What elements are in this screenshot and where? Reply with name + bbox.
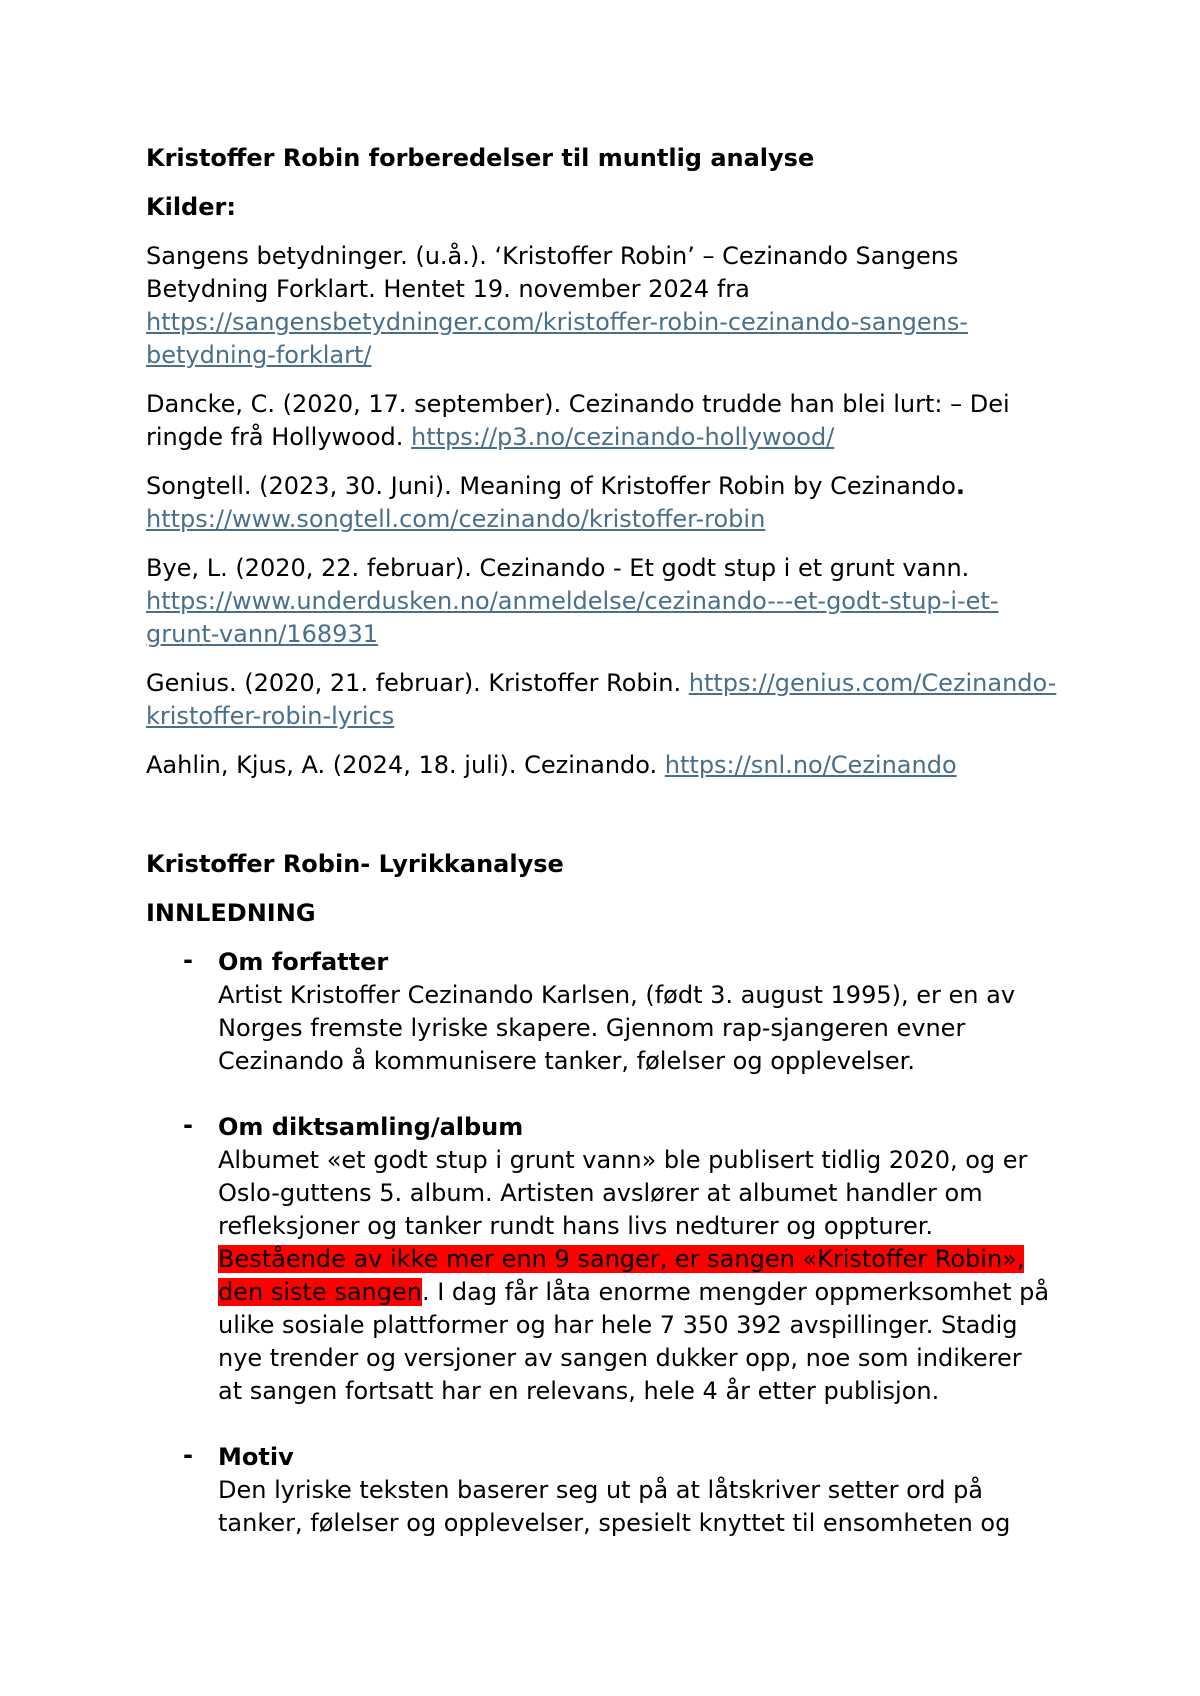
reference-6-link[interactable]: https://snl.no/Cezinando <box>664 751 957 779</box>
list-item-heading: Motiv <box>218 1443 294 1471</box>
reference-4-text: Bye, L. (2020, 22. februar). Cezinando - Et godt stup i et grunt vann. <box>146 554 970 582</box>
reference-2 <box>146 388 1076 454</box>
list-item-line <box>218 1243 1076 1276</box>
list-item-heading: Om forfatter <box>218 948 389 976</box>
list-item-line: Albumet «et godt stup i grunt vann» ble publisert tidlig 2020, og er <box>218 1146 1028 1174</box>
reference-3 <box>146 470 1076 536</box>
reference-6 <box>146 749 1076 782</box>
list-item-line: tanker, følelser og opplevelser, spesielt knyttet til ensomheten og <box>218 1509 1011 1537</box>
reference-2-link[interactable]: https://p3.no/cezinando-hollywood/ <box>411 423 835 451</box>
list-item-line: refleksjoner og tanker rundt hans livs nedturer og oppturer. <box>218 1212 934 1240</box>
reference-6-text: Aahlin, Kjus, A. (2024, 18. juli). Cezinando. <box>146 751 665 779</box>
document-body <box>146 142 1076 1573</box>
list-dash: - <box>183 1441 193 1469</box>
list-item-om-forfatter <box>146 946 1076 1078</box>
reference-4-link-cont[interactable]: grunt-vann/168931 <box>146 620 378 648</box>
reference-5 <box>146 667 1076 733</box>
list-item-line <box>218 1276 1076 1309</box>
list-item-text: . I dag får låta enorme mengder oppmerksomhet på <box>421 1278 1050 1306</box>
list-item-line: nye trender og versjoner av sangen dukker opp, noe som indikerer <box>218 1344 1022 1372</box>
reference-5-text: Genius. (2020, 21. februar). Kristoffer Robin. <box>146 669 689 697</box>
highlighted-text: Bestående av ikke mer enn 9 sanger, er sangen «Kristoffer Robin», <box>218 1245 1025 1273</box>
reference-1-text: Sangens betydninger. (u.å.). ‘Kristoffer Robin’ – Cezinando Sangens Betydning Forklart. Hentet 19. november 2024 fra <box>146 242 959 303</box>
list-item-line: Norges fremste lyriske skapere. Gjennom rap-sjangeren evner <box>218 1014 966 1042</box>
list-item-motiv <box>146 1441 1076 1540</box>
intro-heading: INNLEDNING <box>146 899 316 927</box>
list-item-line: Artist Kristoffer Cezinando Karlsen, (født 3. august 1995), er en av <box>218 981 1016 1009</box>
section-title: Kristoffer Robin- Lyrikkanalyse <box>146 850 564 878</box>
document-title: Kristoffer Robin forberedelser til muntlig analyse <box>146 144 815 172</box>
list-item-line: at sangen fortsatt har en relevans, hele 4 år etter publisjon. <box>218 1377 940 1405</box>
list-item-line: Cezinando å kommunisere tanker, følelser og opplevelser. <box>218 1047 915 1075</box>
list-item-line: ulike sosiale plattformer og har hele 7 350 392 avspillinger. Stadig <box>218 1311 1018 1339</box>
list-item-om-album <box>146 1111 1076 1408</box>
reference-1-link-cont[interactable]: betydning-forklart/ <box>146 341 372 369</box>
reference-3-link[interactable]: https://www.songtell.com/cezinando/kristoffer-robin <box>146 505 766 533</box>
reference-4 <box>146 552 1076 651</box>
list-item-heading: Om diktsamling/album <box>218 1113 524 1141</box>
list-dash: - <box>183 946 193 974</box>
list-item-line: Den lyriske teksten baserer seg ut på at låtskriver setter ord på <box>218 1476 984 1504</box>
sources-heading: Kilder: <box>146 193 236 221</box>
reference-1-link[interactable]: https://sangensbetydninger.com/kristoffer-robin-cezinando-sangens- <box>146 308 969 336</box>
reference-5-link[interactable]: https://genius.com/Cezinando-kristoffer-robin-lyrics <box>146 669 1057 730</box>
list-dash: - <box>183 1111 193 1139</box>
reference-3-dot: . <box>955 472 966 500</box>
reference-3-text: Songtell. (2023, 30. Juni). Meaning of Kristoffer Robin by Cezinando <box>146 472 956 500</box>
reference-2-text: Dancke, C. (2020, 17. september). Cezinando trudde han blei lurt: – Dei ringde frå Hollywood. <box>146 390 1010 451</box>
list-item-line: Oslo-guttens 5. album. Artisten avslører at albumet handler om <box>218 1179 983 1207</box>
highlighted-text: den siste sangen <box>218 1278 422 1306</box>
reference-1 <box>146 240 1076 372</box>
reference-4-link[interactable]: https://www.underdusken.no/anmeldelse/cezinando---et-godt-stup-i-et- <box>146 587 999 615</box>
